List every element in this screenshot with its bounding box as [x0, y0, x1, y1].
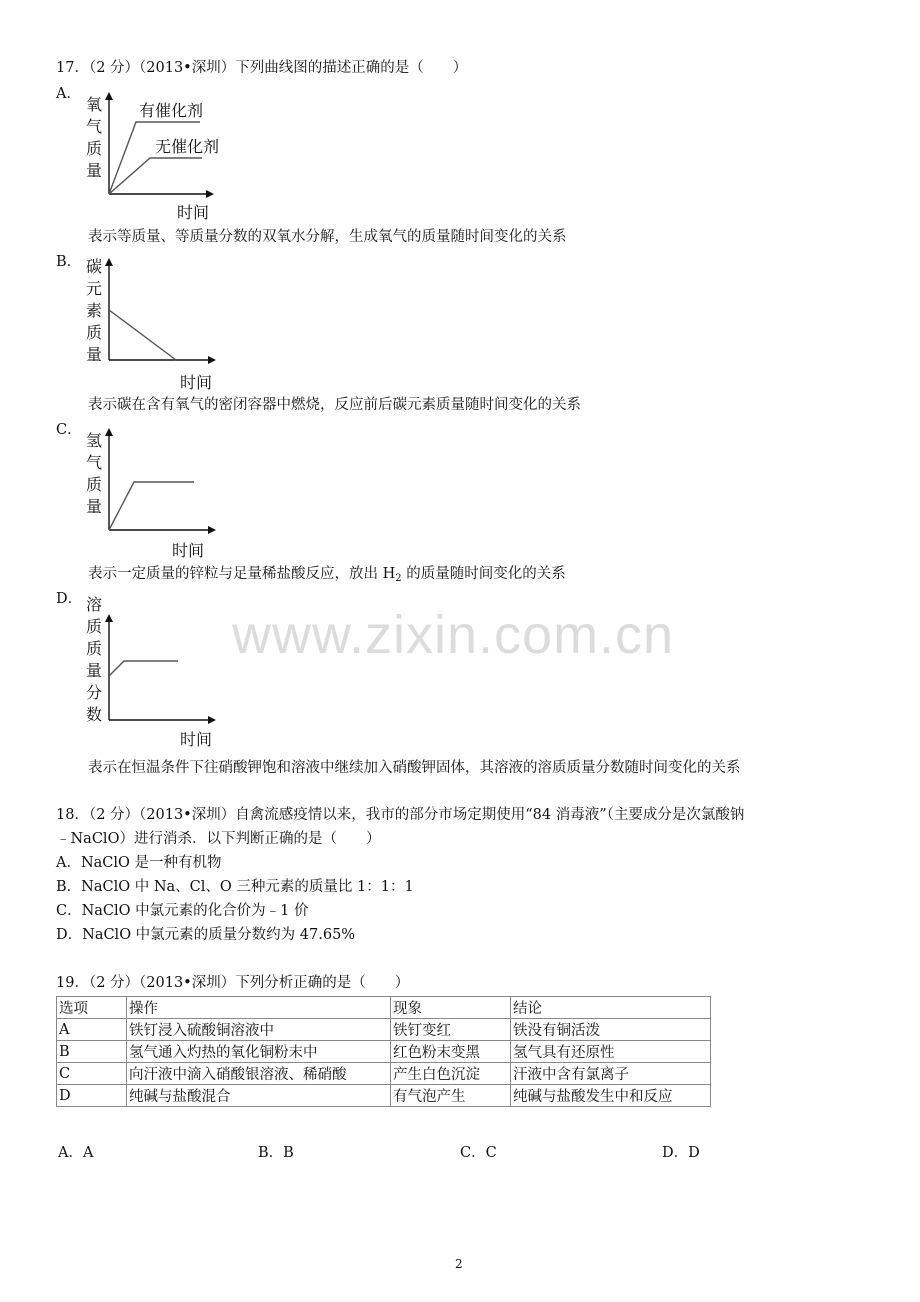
q17-stem: 17．（2 分）（2013•深圳）下列曲线图的描述正确的是（ ） [56, 60, 468, 76]
graph-d-ylabel-1: 质 [86, 617, 103, 636]
graph-a-curve-no-catalyst [109, 158, 202, 194]
table-header-cell: 操作 [127, 997, 391, 1019]
graph-a-curve-label-no-catalyst: 无催化剂 [155, 137, 220, 156]
table-cell: C [57, 1063, 127, 1085]
graph-d-ylabel-2: 质 [86, 639, 103, 658]
graph-a-ylabel-1: 气 [86, 117, 103, 136]
q17-option-c-desc [88, 564, 566, 589]
q17-option-d-label: D． [56, 591, 83, 607]
q17-option-a-desc: 表示等质量、等质量分数的双氧水分解，生成氧气的质量随时间变化的关系 [88, 229, 567, 245]
graph-d-x-arrow [208, 716, 216, 724]
q18-stem-line1: 18．（2 分）（2013•深圳）自禽流感疫情以来，我市的部分市场定期使用“84 消毒液”（主要成分是次氯酸钠 [56, 807, 745, 823]
table-cell: 有气泡产生 [391, 1085, 511, 1107]
graph-d-ylabel-5: 数 [86, 705, 103, 724]
q17-option-c-desc-after: 的质量随时间变化的关系 [401, 566, 566, 582]
graph-b-ylabel-4: 量 [86, 345, 103, 364]
graph-b-curve [109, 310, 176, 360]
q17-graph-a [80, 90, 240, 226]
graph-a-y-arrow [105, 92, 113, 100]
graph-a-curve-label-catalyst: 有催化剂 [139, 101, 204, 120]
q17-option-a-label: A． [56, 86, 81, 102]
q17-graph-d [80, 592, 240, 750]
graph-b-xlabel: 时间 [180, 373, 213, 392]
table-cell: 铁没有铜活泼 [511, 1019, 711, 1041]
graph-a-ylabel-0: 氧 [86, 95, 103, 114]
graph-b-ylabel-2: 素 [86, 301, 103, 320]
q19-option-d: D．D [662, 1145, 700, 1161]
q19-option-c: C．C [460, 1145, 497, 1161]
graph-c-ylabel-1: 气 [86, 453, 103, 472]
graph-c-ylabel-0: 氢 [86, 431, 103, 450]
watermark: www.zixin.com.cn [232, 605, 675, 665]
q18-option-a: A．NaClO 是一种有机物 [56, 855, 222, 871]
table-cell: A [57, 1019, 127, 1041]
graph-a-ylabel-2: 质 [86, 139, 103, 158]
table-cell: 铁钉浸入硫酸铜溶液中 [127, 1019, 391, 1041]
table-header-cell: 现象 [391, 997, 511, 1019]
q18-option-d: D．NaClO 中氯元素的质量分数约为 47.65% [56, 927, 356, 943]
graph-c-ylabel-3: 量 [86, 497, 103, 516]
graph-a-x-arrow [206, 190, 214, 198]
q19-table [56, 996, 711, 1107]
q17-option-c-desc-sub: 2 [395, 573, 402, 584]
table-cell: 铁钉变红 [391, 1019, 511, 1041]
q19-option-b: B．B [258, 1145, 294, 1161]
graph-b-x-arrow [208, 356, 216, 364]
graph-c-y-arrow [105, 428, 113, 436]
table-row [57, 1041, 711, 1063]
q17-graph-c [80, 424, 240, 562]
table-row [57, 1063, 711, 1085]
table-cell: 氢气具有还原性 [511, 1041, 711, 1063]
table-cell: 汗液中含有氯离子 [511, 1063, 711, 1085]
q18-stem-line2: ﹣NaClO）进行消杀．以下判断正确的是（ ） [56, 831, 381, 847]
q19-option-a: A．A [58, 1145, 94, 1161]
graph-d-ylabel-0: 溶 [86, 595, 103, 614]
graph-d-y-arrow [105, 614, 113, 622]
graph-d-ylabel-3: 量 [86, 661, 103, 680]
table-cell: 红色粉末变黑 [391, 1041, 511, 1063]
table-row [57, 1019, 711, 1041]
graph-b-y-arrow [105, 258, 113, 266]
graph-d-xlabel: 时间 [180, 730, 213, 749]
graph-a-xlabel: 时间 [177, 203, 210, 222]
table-cell: 向汗液中滴入硝酸银溶液、稀硝酸 [127, 1063, 391, 1085]
table-header-row [57, 997, 711, 1019]
table-cell: D [57, 1085, 127, 1107]
page-number: 2 [455, 1257, 463, 1271]
q18-option-c: C．NaClO 中氯元素的化合价为﹣1 价 [56, 903, 309, 919]
q17-option-b-desc: 表示碳在含有氧气的密闭容器中燃烧，反应前后碳元素质量随时间变化的关系 [88, 397, 581, 413]
table-header-cell: 选项 [57, 997, 127, 1019]
table-cell: 纯碱与盐酸混合 [127, 1085, 391, 1107]
graph-d-ylabel-4: 分 [86, 683, 103, 702]
graph-c-xlabel: 时间 [172, 541, 205, 560]
graph-b-ylabel-3: 质 [86, 323, 103, 342]
q19-stem: 19．（2 分）（2013•深圳）下列分析正确的是（ ） [56, 975, 410, 991]
graph-b-ylabel-1: 元 [86, 279, 103, 298]
graph-c-ylabel-2: 质 [86, 475, 103, 494]
q17-option-c-desc-before: 表示一定质量的锌粒与足量稀盐酸反应，放出 H [88, 566, 396, 582]
table-cell: 产生白色沉淀 [391, 1063, 511, 1085]
q17-option-d-desc: 表示在恒温条件下往硝酸钾饱和溶液中继续加入硝酸钾固体，其溶液的溶质质量分数随时间变化的关系 [88, 760, 741, 776]
graph-a-ylabel-3: 量 [86, 161, 103, 180]
graph-c-curve [109, 482, 194, 530]
q17-option-b-label: B． [56, 254, 82, 270]
table-cell: 氢气通入灼热的氧化铜粉末中 [127, 1041, 391, 1063]
graph-c-x-arrow [208, 526, 216, 534]
q17-graph-b [80, 254, 240, 394]
table-header-cell: 结论 [511, 997, 711, 1019]
table-row [57, 1085, 711, 1107]
graph-d-curve [109, 661, 178, 676]
q17-option-c-label: C． [56, 422, 82, 438]
graph-b-ylabel-0: 碳 [86, 257, 103, 276]
table-cell: 纯碱与盐酸发生中和反应 [511, 1085, 711, 1107]
q18-option-b: B．NaClO 中 Na、Cl、O 三种元素的质量比 1：1：1 [56, 879, 414, 895]
table-cell: B [57, 1041, 127, 1063]
